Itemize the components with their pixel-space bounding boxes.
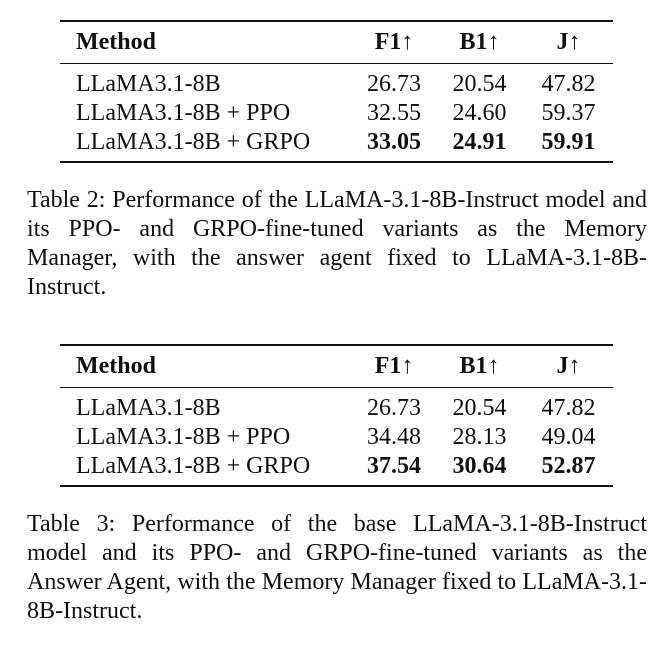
header-j: J↑ xyxy=(556,29,581,55)
f1-cell: 34.48 xyxy=(367,424,422,450)
j-cell: 49.04 xyxy=(541,424,596,450)
header-f1: F1↑ xyxy=(374,353,414,379)
header-method: Method xyxy=(76,353,156,379)
j-cell: 47.82 xyxy=(541,71,596,97)
table-3 xyxy=(60,344,613,487)
table-row xyxy=(60,64,613,100)
table-2 xyxy=(60,20,613,163)
header-method: Method xyxy=(76,29,156,55)
table-header-row xyxy=(60,21,613,64)
table-row xyxy=(60,452,613,486)
j-cell: 59.37 xyxy=(541,100,596,126)
method-cell: LLaMA3.1-8B + GRPO xyxy=(76,453,311,479)
b1-cell: 20.54 xyxy=(452,71,507,97)
method-cell: LLaMA3.1-8B + GRPO xyxy=(76,129,311,155)
b1-cell: 20.54 xyxy=(452,395,507,421)
b1-cell: 24.60 xyxy=(452,100,507,126)
f1-cell: 26.73 xyxy=(367,395,422,421)
method-cell: LLaMA3.1-8B + PPO xyxy=(76,424,291,450)
f1-cell-best: 33.05 xyxy=(367,129,422,155)
b1-cell-best: 24.91 xyxy=(452,129,507,155)
table-row xyxy=(60,128,613,162)
header-b1: B1↑ xyxy=(459,353,500,379)
header-j: J↑ xyxy=(556,353,581,379)
b1-cell: 28.13 xyxy=(452,424,507,450)
method-cell: LLaMA3.1-8B xyxy=(76,71,221,97)
table-2-caption: Table 2: Performance of the LLaMA-3.1-8B-Instruct model and its PPO- and GRPO-fine-tuned variants as the Memory Manager, with the answer agent fixed to LLaMA-3.1-8B-Instruct. xyxy=(27,187,647,300)
f1-cell: 32.55 xyxy=(367,100,422,126)
header-b1: B1↑ xyxy=(459,29,500,55)
table-row xyxy=(60,423,613,452)
table-row xyxy=(60,388,613,424)
header-f1: F1↑ xyxy=(374,29,414,55)
j-cell: 47.82 xyxy=(541,395,596,421)
table-header-row xyxy=(60,345,613,388)
method-cell: LLaMA3.1-8B + PPO xyxy=(76,100,291,126)
j-cell-best: 59.91 xyxy=(541,129,596,155)
table-3-caption: Table 3: Performance of the base LLaMA-3.1-8B-Instruct model and its PPO- and GRPO-fine-tuned variants as the Answer Agent, with the Memory Manager fixed to LLaMA-3.1-8B-Instruct. xyxy=(27,511,647,624)
j-cell-best: 52.87 xyxy=(541,453,596,479)
b1-cell-best: 30.64 xyxy=(452,453,507,479)
f1-cell: 26.73 xyxy=(367,71,422,97)
f1-cell-best: 37.54 xyxy=(367,453,422,479)
method-cell: LLaMA3.1-8B xyxy=(76,395,221,421)
table-row xyxy=(60,99,613,128)
